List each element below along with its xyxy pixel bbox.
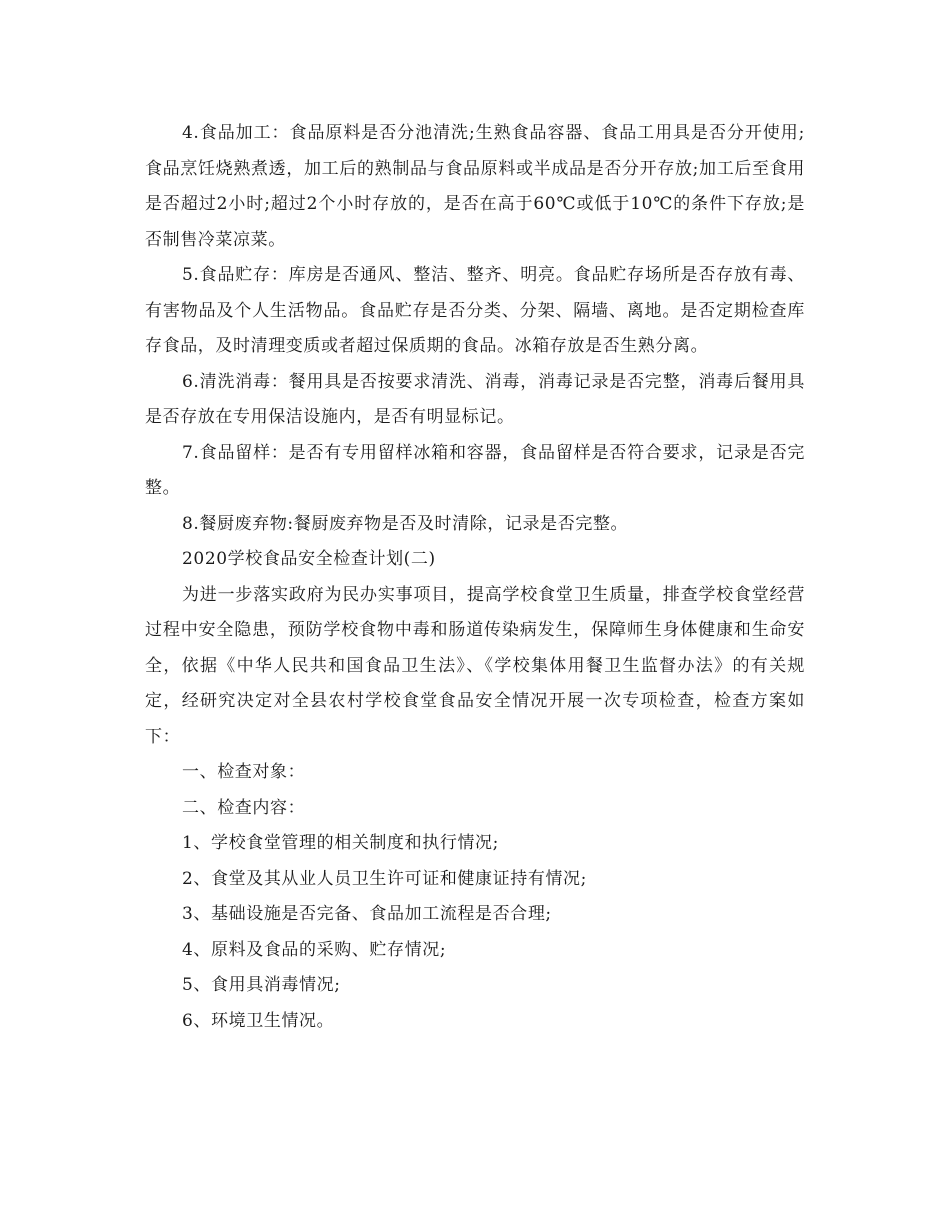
paragraph-kitchen-waste: 8.餐厨废弃物:餐厨废弃物是否及时清除，记录是否完整。	[182, 513, 629, 534]
paragraph-cleaning-disinfection: 6.清洗消毒：餐用具是否按要求清洗、消毒，消毒记录是否完整，消毒后餐用具是否存放在专用保洁设施内，是否有明显标记。	[145, 371, 805, 427]
heading-inspection-content: 二、检查内容：	[182, 797, 306, 818]
paragraph-food-processing: 4.食品加工：食品原料是否分池清洗;生熟食品容器、食品工用具是否分开使用;食品烹饪烧熟煮透，加工后的熟制品与食品原料或半成品是否分开存放;加工后至食用是否超过2小时;超过2个小时存放的，是否在高于60℃或低于10℃的条件下存放;是否制售冷菜凉菜。	[145, 123, 805, 250]
list-item: 3、基础设施是否完备、食品加工流程是否合理;	[182, 904, 552, 924]
list-item: 5、食用具消毒情况;	[182, 975, 341, 995]
list-item: 2、食堂及其从业人员卫生许可证和健康证持有情况;	[182, 868, 587, 889]
list-item: 1、学校食堂管理的相关制度和执行情况;	[182, 833, 499, 853]
document-body	[145, 116, 805, 1039]
list-item: 4、原料及食品的采购、贮存情况;	[182, 939, 447, 960]
section-heading-plan-two: 2020学校食品安全检查计划(二)	[182, 549, 436, 569]
heading-inspection-target: 一、检查对象：	[182, 762, 306, 782]
paragraph-intro: 为进一步落实政府为民办实事项目，提高学校食堂卫生质量，排查学校食堂经营过程中安全隐患，预防学校食物中毒和肠道传染病发生，保障师生身体健康和生命安全，依据《中华人民共和国食品卫生法》、《学校集体用餐卫生监督办法》的有关规定，经研究决定对全县农村学校食堂食品安全情况开展一次专项检查，检查方案如下：	[145, 584, 805, 747]
paragraph-food-sample: 7.食品留样：是否有专用留样冰箱和容器，食品留样是否符合要求，记录是否完整。	[145, 442, 805, 498]
list-item: 6、环境卫生情况。	[182, 1010, 335, 1031]
paragraph-food-storage: 5.食品贮存：库房是否通风、整洁、整齐、明亮。食品贮存场所是否存放有毒、有害物品及个人生活物品。食品贮存是否分类、分架、隔墙、离地。是否定期检查库存食品，及时清理变质或者超过保质期的食品。冰箱存放是否生熟分离。	[145, 265, 805, 356]
